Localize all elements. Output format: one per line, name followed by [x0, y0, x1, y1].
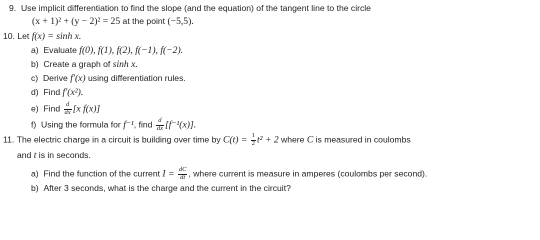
part-text: Derive — [42, 73, 68, 83]
question-11-part-b — [31, 183, 291, 194]
part-math: [x f(x)] — [72, 103, 101, 115]
part-math: f′(x) — [70, 73, 86, 84]
part-label: c) — [31, 73, 39, 83]
charge-expression: t² + 2 — [257, 134, 279, 146]
derivative-fraction: $\frac{d}{dx}$ — [156, 117, 163, 132]
question-10-part-b — [31, 59, 138, 70]
part-label: a) — [31, 45, 39, 55]
part-text: After 3 seconds, what is the charge and the current in the circuit? — [43, 183, 291, 193]
part-math: f′(x²). — [62, 87, 84, 98]
question-text: is measured in coulombs — [315, 134, 411, 145]
question-text: and — [17, 150, 32, 160]
question-9-line-2 — [32, 16, 194, 27]
part-text: Create a graph of — [43, 59, 111, 69]
question-number: 9. — [9, 3, 17, 13]
variable-t: t — [33, 150, 37, 161]
function-definition: f(x) = sinh x. — [31, 31, 82, 42]
part-tail: , where current is measure in amperes (coulombs per second). — [188, 168, 428, 179]
question-text: is in seconds. — [38, 150, 91, 160]
point-value: (−5,5). — [167, 16, 194, 27]
question-11-line-2 — [17, 150, 91, 161]
part-label: d) — [31, 87, 39, 97]
part-text: Using the formula for — [41, 119, 121, 130]
question-10-part-d — [31, 87, 83, 98]
half-fraction: $\frac{1}{2}$ — [251, 132, 256, 147]
part-text: Find — [43, 87, 61, 97]
part-text: Evaluate — [43, 45, 77, 55]
part-math: [f⁻¹(x)]. — [164, 119, 197, 131]
question-11-part-a — [31, 167, 427, 181]
question-intro: Let — [17, 31, 30, 41]
question-text: The electric charge in a circuit is building over time by — [16, 134, 221, 145]
circle-equation: (x + 1)² + (y − 2)² = 25 — [32, 16, 121, 27]
question-10-part-f — [31, 118, 196, 132]
point-text: at the point — [122, 16, 166, 26]
current-function: I = — [162, 168, 175, 180]
variable-c: C — [306, 134, 314, 146]
current-fraction: $\frac{dC}{dt}$ — [178, 166, 187, 181]
part-label: b) — [31, 59, 39, 69]
part-text: Find — [43, 103, 61, 114]
question-10-part-c — [31, 73, 186, 84]
question-9-line-1 — [9, 3, 371, 14]
part-label: f) — [31, 119, 37, 130]
derivative-fraction: $\frac{d}{dx}$ — [64, 101, 71, 116]
part-tail: using differentiation rules. — [88, 73, 186, 83]
part-label: e) — [31, 103, 39, 114]
charge-function: C(t) = — [223, 134, 248, 146]
question-10-part-a — [31, 45, 183, 56]
part-mid-text: , find — [133, 119, 153, 130]
part-text: Find the function of the current — [43, 168, 160, 179]
question-11-line-1 — [3, 133, 411, 147]
part-math: sinh x. — [112, 59, 138, 70]
question-10-header — [3, 31, 81, 42]
inverse-function: f⁻¹ — [123, 119, 134, 131]
question-text: where — [281, 134, 305, 145]
question-number: 10. — [3, 31, 15, 41]
question-10-part-e — [31, 102, 100, 116]
part-label: a) — [31, 168, 39, 179]
question-number: 11. — [3, 134, 15, 145]
part-math: f(0), f(1), f(2), f(−1), f(−2). — [79, 45, 184, 56]
question-text: Use implicit differentiation to find the slope (and the equation) of the tangent line to the circle — [20, 3, 371, 13]
part-label: b) — [31, 183, 39, 193]
